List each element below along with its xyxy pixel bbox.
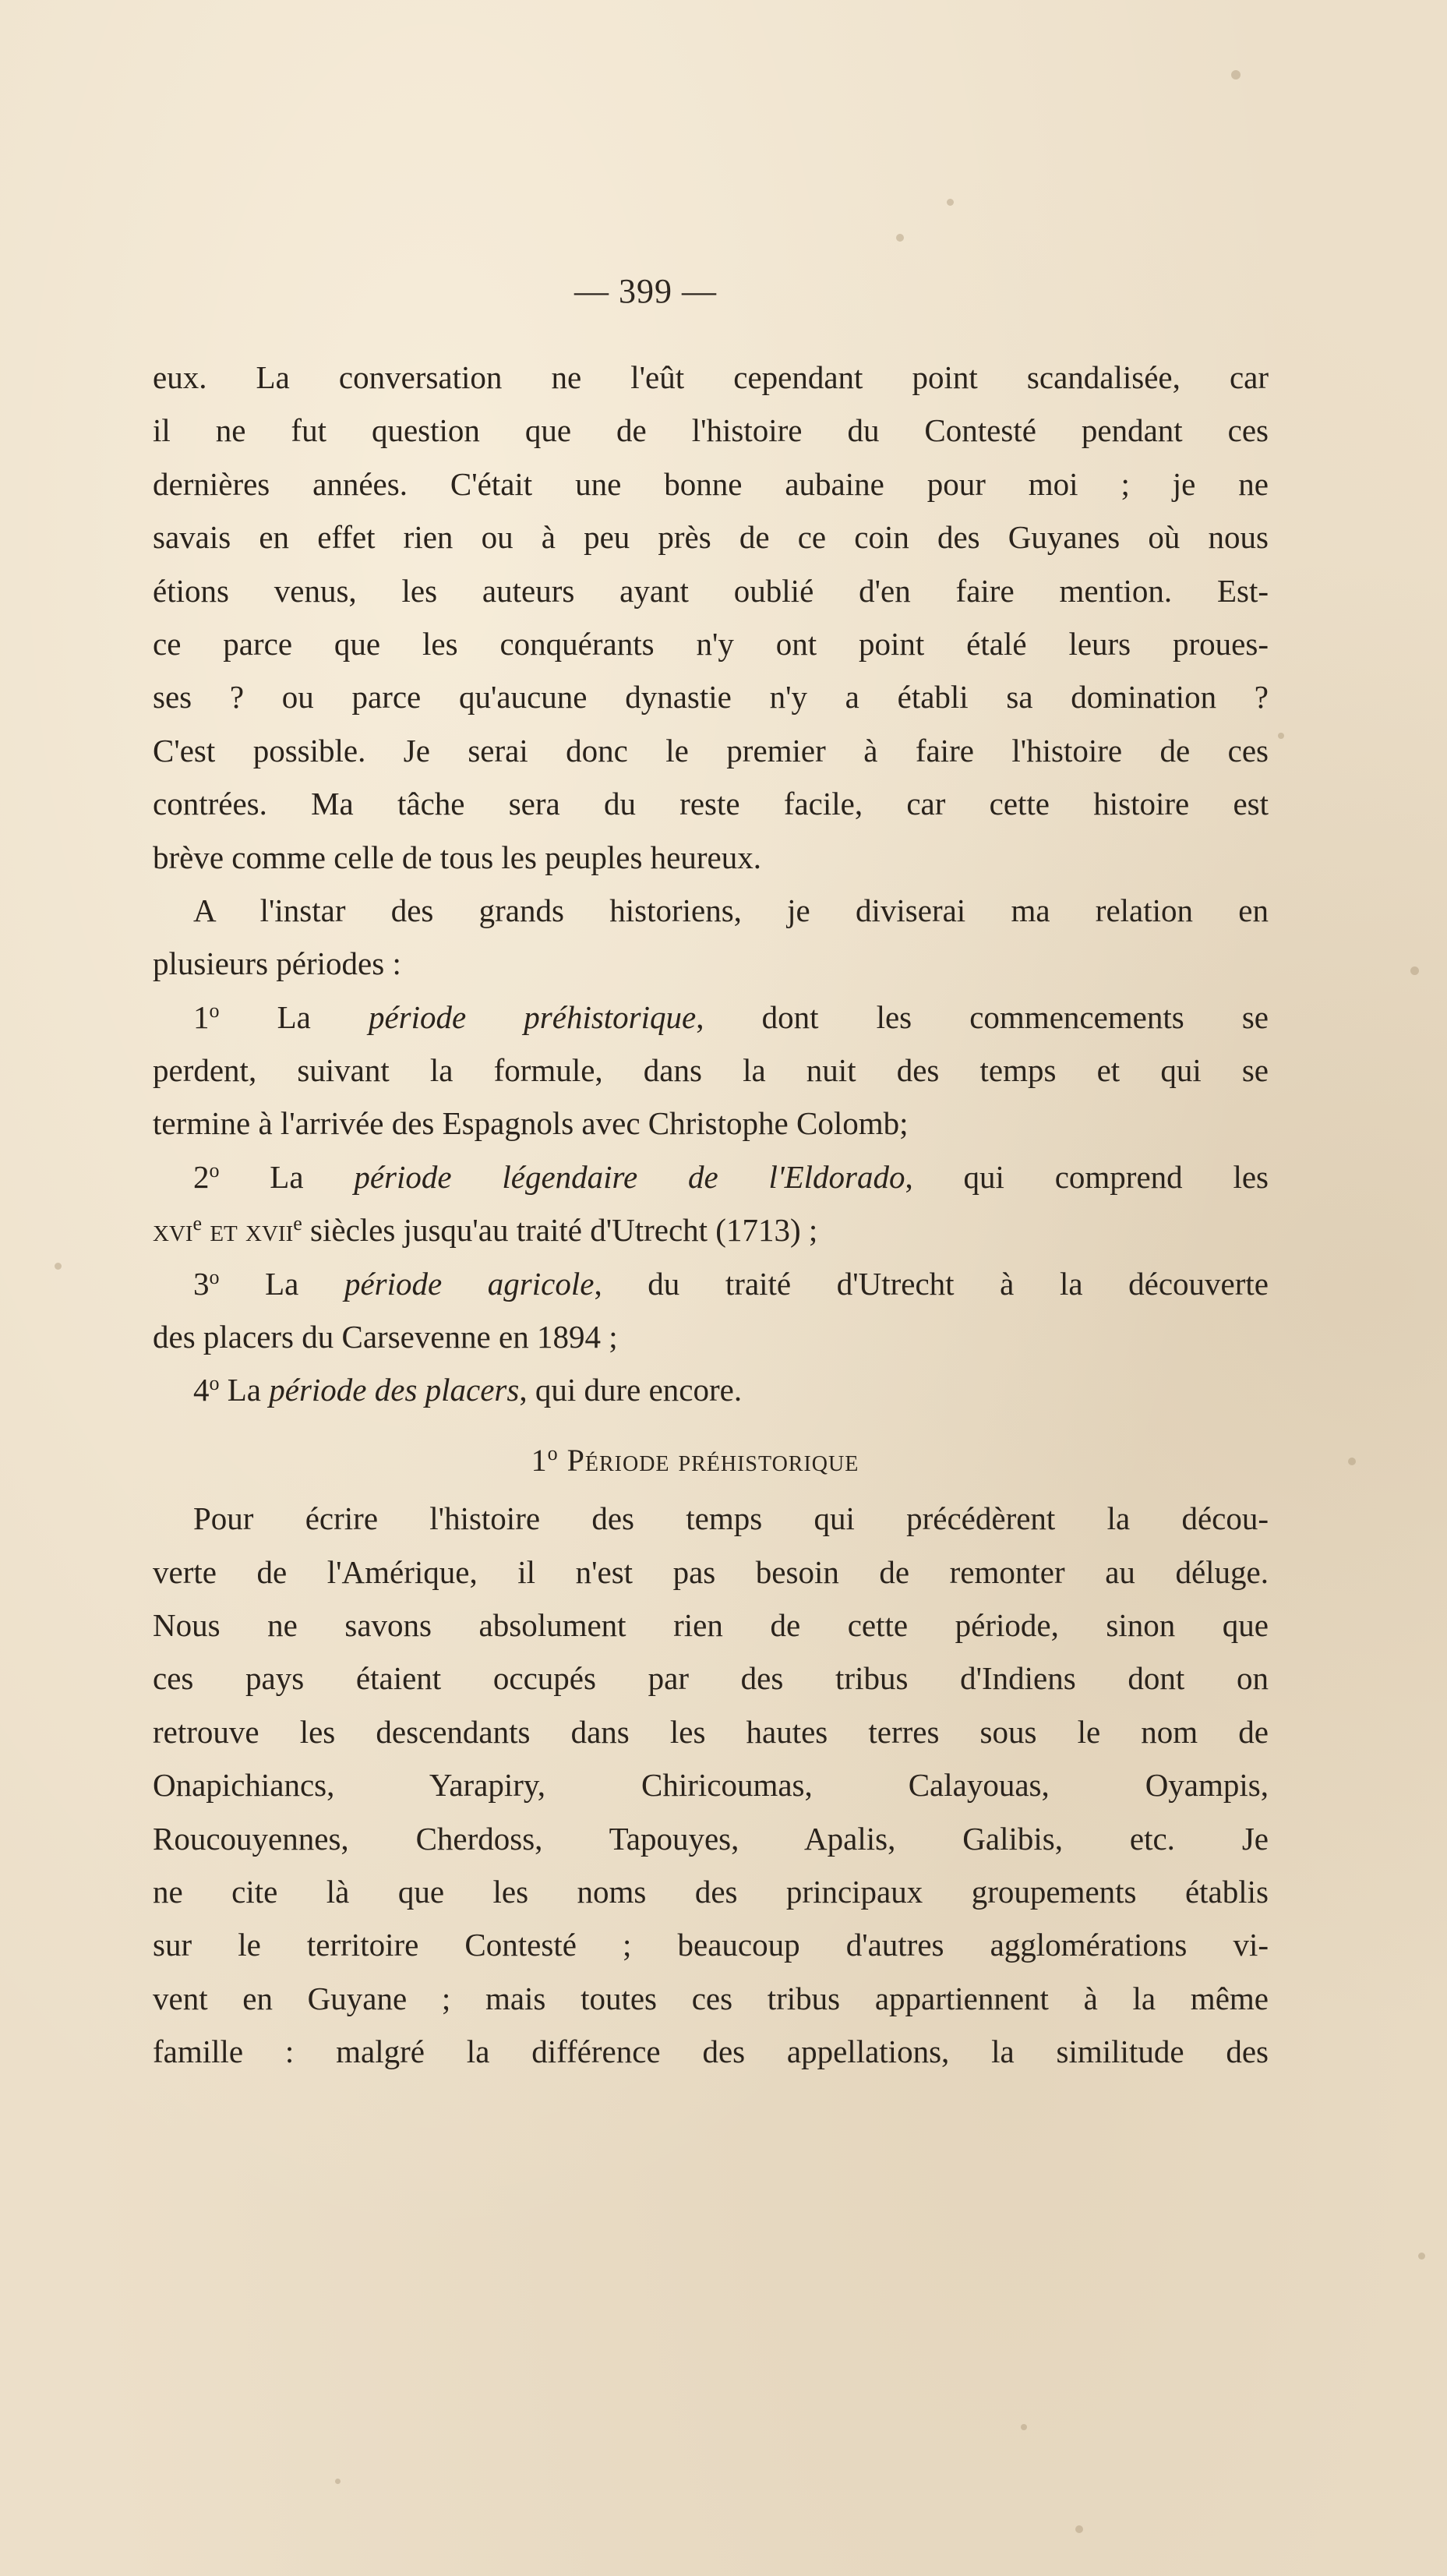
- text-fragment: , qui dure encore.: [519, 1372, 743, 1408]
- page-number: — 399 —: [574, 272, 717, 310]
- century-numeral: xvi: [153, 1212, 193, 1249]
- body-text: [153, 351, 1269, 2079]
- ordinal-mark: o: [209, 998, 220, 1022]
- period-3-line: [153, 1257, 1269, 1310]
- period-2-title: période légendaire de l'Eldorado: [354, 1158, 905, 1195]
- text-line: Pour écrire l'histoire des temps qui précédèrent la décou-: [193, 1500, 1269, 1537]
- period-4-line: [153, 1363, 1269, 1416]
- text-line: contrées. Ma tâche sera du reste facile, car cette histoire est: [153, 786, 1269, 822]
- text-fragment: La: [219, 1372, 270, 1408]
- period-2-number: 2: [193, 1158, 210, 1195]
- century-numeral: et xvii: [202, 1212, 294, 1249]
- text-line: ces pays étaient occupés par des tribus d'Indiens dont on: [153, 1660, 1269, 1697]
- paper-speck: [55, 1263, 62, 1270]
- period-4-title: période des placers: [269, 1372, 520, 1408]
- paper-speck: [1231, 70, 1241, 80]
- text-line: retrouve les descendants dans les hautes terres sous le nom de: [153, 1713, 1269, 1750]
- ordinal-mark: o: [547, 1441, 559, 1465]
- text-line: Onapichiancs, Yarapiry, Chiricoumas, Calayouas, Oyampis,: [153, 1767, 1269, 1804]
- text-line: C'est possible. Je serai donc le premier à faire l'histoire de ces: [153, 732, 1269, 769]
- ordinal-mark: o: [209, 1158, 220, 1182]
- text-fragment: La: [219, 998, 369, 1035]
- text-line: famille : malgré la différence des appellations, la similitude des: [153, 2034, 1269, 2070]
- text-line: eux. La conversation ne l'eût cependant point scandalisée, car: [153, 359, 1269, 395]
- centuries-line: [153, 1203, 1269, 1256]
- century-suffix: e: [293, 1212, 302, 1235]
- text-line: Nous ne savons absolument rien de cette période, sinon que: [153, 1606, 1269, 1643]
- text-fragment: , dont les commencements se: [696, 998, 1269, 1035]
- text-fragment: La: [219, 1158, 355, 1195]
- ordinal-mark: o: [209, 1265, 220, 1288]
- text-line: perdent, suivant la formule, dans la nuit des temps et qui se: [153, 1052, 1269, 1089]
- text-line: Roucouyennes, Cherdoss, Tapouyes, Apalis, Galibis, etc. Je: [153, 1820, 1269, 1857]
- period-1-line: [153, 991, 1269, 1044]
- paper-speck: [335, 2479, 341, 2484]
- paper-speck: [1418, 2253, 1425, 2260]
- section-heading: [153, 1434, 1269, 1487]
- text-line: ce parce que les conquérants n'y ont point étalé leurs proues-: [153, 625, 1269, 662]
- text-line: verte de l'Amérique, il n'est pas besoin de remonter au déluge.: [153, 1553, 1269, 1590]
- text-line: sur le territoire Contesté ; beaucoup d'autres agglomérations vi-: [153, 1927, 1269, 1963]
- text-fragment: , qui comprend les: [905, 1158, 1269, 1195]
- text-line: A l'instar des grands historiens, je diviserai ma relation en: [193, 892, 1269, 928]
- text-fragment: La: [219, 1265, 344, 1302]
- text-fragment: siècles jusqu'au traité d'Utrecht (1713) ;: [302, 1212, 818, 1249]
- period-4-number: 4: [193, 1372, 210, 1408]
- text-line: plusieurs périodes :: [153, 945, 401, 982]
- period-1-title: période préhistorique: [368, 998, 697, 1035]
- period-2-line: [153, 1150, 1269, 1203]
- paper-speck: [896, 234, 904, 242]
- paper-speck: [947, 199, 954, 206]
- text-line: ne cite là que les noms des principaux groupements établis: [153, 1873, 1269, 1910]
- text-line: des placers du Carsevenne en 1894 ;: [153, 1319, 618, 1355]
- period-3-number: 3: [193, 1265, 210, 1302]
- text-fragment: , du traité d'Utrecht à la découverte: [594, 1265, 1269, 1302]
- text-line: savais en effet rien ou à peu près de ce coin des Guyanes où nous: [153, 519, 1269, 556]
- paper-speck: [1278, 733, 1284, 739]
- paper-speck: [1348, 1458, 1356, 1465]
- section-number: 1: [531, 1442, 548, 1478]
- text-line: brève comme celle de tous les peuples heureux.: [153, 839, 761, 875]
- paper-speck: [1410, 966, 1419, 975]
- section-title: Période préhistorique: [558, 1442, 859, 1478]
- period-1-number: 1: [193, 998, 210, 1035]
- paper-speck: [1075, 2525, 1083, 2533]
- period-3-title: période agricole: [344, 1265, 595, 1302]
- text-line: dernières années. C'était une bonne aubaine pour moi ; je ne: [153, 465, 1269, 502]
- paper-speck: [1021, 2424, 1027, 2430]
- text-line: vent en Guyane ; mais toutes ces tribus appartiennent à la même: [153, 1980, 1269, 2016]
- text-line: termine à l'arrivée des Espagnols avec Christophe Colomb;: [153, 1105, 909, 1142]
- text-line: ses ? ou parce qu'aucune dynastie n'y a établi sa domination ?: [153, 679, 1269, 716]
- century-suffix: e: [192, 1212, 203, 1235]
- ordinal-mark: o: [209, 1372, 220, 1395]
- text-line: il ne fut question que de l'histoire du Contesté pendant ces: [153, 412, 1269, 449]
- text-line: étions venus, les auteurs ayant oublié d'en faire mention. Est-: [153, 572, 1269, 609]
